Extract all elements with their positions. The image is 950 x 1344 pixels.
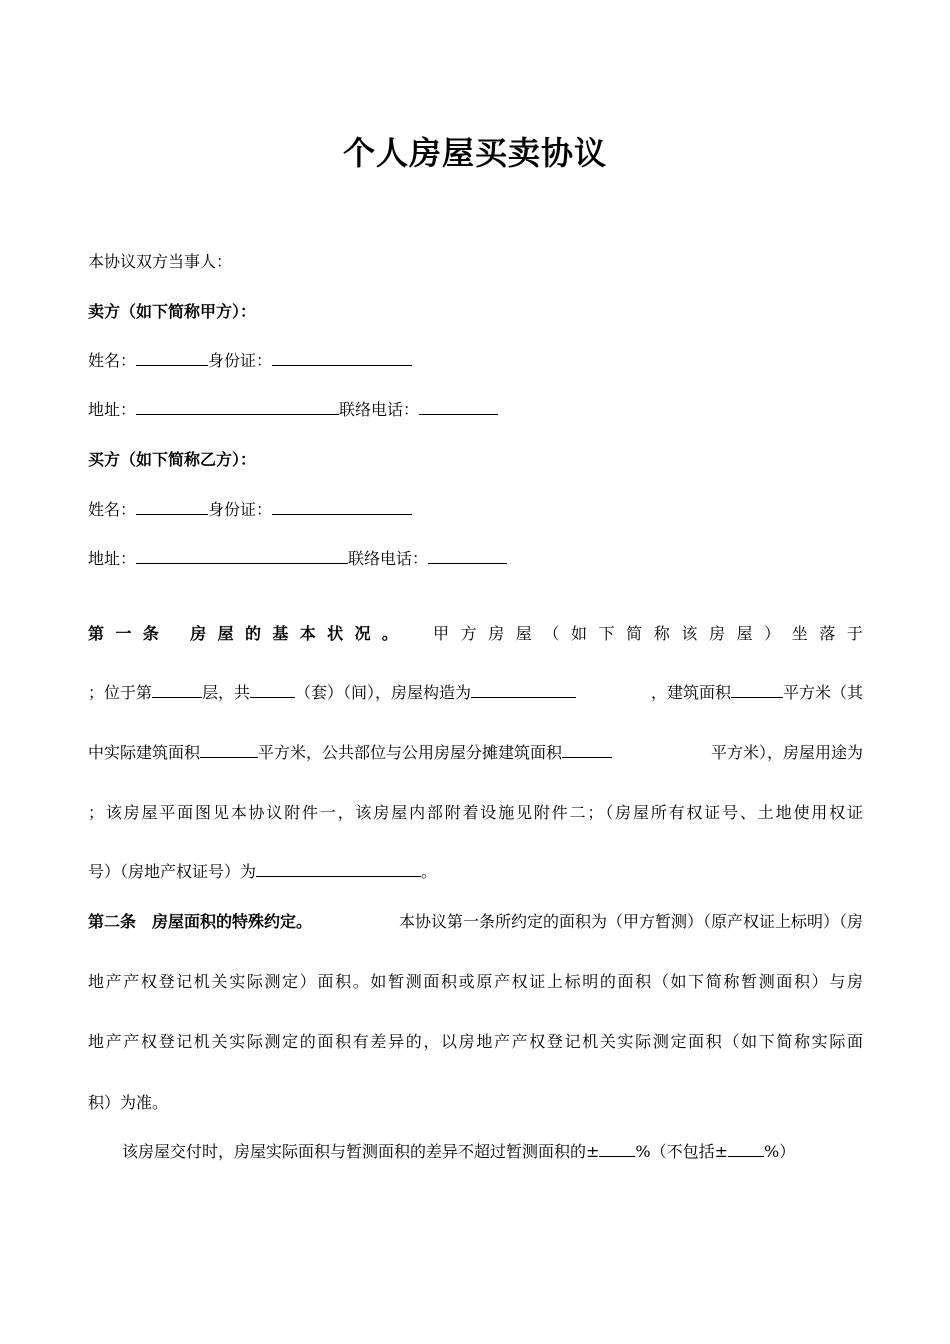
text-segment: 层，共 bbox=[202, 683, 251, 702]
article1-location-text bbox=[433, 623, 863, 645]
text-char: 屋 bbox=[736, 624, 753, 643]
text-segment: 平方米），房屋用途为 bbox=[710, 743, 863, 762]
buyer-address-row bbox=[88, 548, 507, 570]
buyer-name-row bbox=[88, 499, 412, 521]
seller-address-row bbox=[88, 399, 498, 421]
seller-name-field[interactable] bbox=[136, 350, 208, 366]
text-char: 称 bbox=[653, 624, 670, 643]
intro-line: 本协议双方当事人： bbox=[88, 252, 233, 271]
document-title: 个人房屋买卖协议 bbox=[342, 134, 607, 172]
shared-area-field[interactable] bbox=[562, 742, 612, 758]
text-segment: 平方米，公共部位与公用房屋分摊建筑面积 bbox=[258, 743, 563, 762]
buyer-heading: 买方（如下简称乙方）： bbox=[88, 450, 257, 469]
buyer-name-field[interactable] bbox=[136, 499, 208, 515]
seller-address-label: 地址： bbox=[88, 400, 137, 419]
article2-text: 本协议第一条所约定的面积为（甲方暂测）（原产权证上标明）（房 bbox=[398, 912, 863, 931]
article1-line-4: ；该房屋平面图见本协议附件一，该房屋内部附着设施见附件二；（房屋所有权证号、土地使用权证 bbox=[88, 803, 863, 822]
seller-name-row bbox=[88, 350, 412, 372]
text-char: 下 bbox=[598, 624, 615, 643]
structure-field[interactable] bbox=[471, 682, 576, 698]
text-char: （ bbox=[543, 624, 560, 643]
heading-char: 况 bbox=[354, 624, 371, 643]
article2-line-2: 地产产权登记机关实际测定）面积。如暂测面积或原产权证上标明的面积（如下简称暂测面积）与房 bbox=[88, 972, 863, 991]
seller-name-label: 姓名： bbox=[88, 351, 137, 370]
text-segment: ，建筑面积 bbox=[650, 683, 731, 702]
text-segment: 该房屋交付时，房屋实际面积与暂测面积的差异不超过暂测面积的± bbox=[122, 1142, 600, 1161]
certificate-number-field[interactable] bbox=[256, 861, 421, 877]
article1-line-3 bbox=[88, 742, 863, 764]
heading-char: 本 bbox=[299, 624, 316, 643]
seller-heading: 卖方（如下简称甲方）： bbox=[88, 302, 257, 321]
text-char: 甲 bbox=[433, 624, 450, 643]
buyer-name-label: 姓名： bbox=[88, 500, 137, 519]
buyer-address-field[interactable] bbox=[136, 548, 348, 564]
text-char: 落 bbox=[819, 624, 836, 643]
buyer-address-label: 地址： bbox=[88, 549, 137, 568]
article2-line-1 bbox=[88, 911, 863, 933]
text-segment: 平方米（其 bbox=[782, 683, 863, 702]
text-char: 房 bbox=[488, 624, 505, 643]
text-char: 于 bbox=[846, 624, 863, 643]
text-char: 坐 bbox=[791, 624, 808, 643]
heading-char: 的 bbox=[244, 624, 261, 643]
heading-char: 房 bbox=[190, 624, 207, 643]
seller-phone-field[interactable] bbox=[419, 399, 498, 415]
article1-line-2 bbox=[88, 682, 863, 704]
text-char: 方 bbox=[460, 624, 477, 643]
text-char: 屋 bbox=[515, 624, 532, 643]
seller-address-field[interactable] bbox=[136, 399, 339, 415]
article2-line-3: 地产产权登记机关实际测定的面积有差异的，以房地产产权登记机关实际测定面积（如下简称实际面 bbox=[88, 1032, 863, 1051]
article1-first-line bbox=[88, 623, 863, 645]
text-segment: %（不包括± bbox=[635, 1142, 729, 1161]
seller-phone-label: 联络电话： bbox=[339, 400, 420, 419]
text-segment: 。 bbox=[421, 862, 438, 881]
actual-area-field[interactable] bbox=[200, 742, 258, 758]
seller-id-label: 身份证： bbox=[208, 351, 273, 370]
article2-paragraph-2 bbox=[122, 1141, 795, 1163]
article1-line-5 bbox=[88, 861, 437, 883]
article2-line-4: 积）为准。 bbox=[88, 1093, 169, 1112]
seller-id-field[interactable] bbox=[272, 350, 412, 366]
text-char: 如 bbox=[570, 624, 587, 643]
heading-char: 状 bbox=[327, 624, 344, 643]
heading-char: 基 bbox=[272, 624, 289, 643]
tolerance-exclusive-field[interactable] bbox=[728, 1141, 764, 1157]
text-segment: %） bbox=[764, 1142, 796, 1161]
buyer-id-label: 身份证： bbox=[208, 500, 273, 519]
building-area-field[interactable] bbox=[731, 682, 783, 698]
text-segment: （套）（间），房屋构造为 bbox=[295, 683, 472, 702]
text-segment: ；位于第 bbox=[88, 683, 153, 702]
heading-char: 一 bbox=[115, 624, 132, 643]
total-floors-field[interactable] bbox=[250, 682, 295, 698]
heading-char: 条 bbox=[142, 624, 159, 643]
article1-heading bbox=[88, 623, 398, 645]
text-char: 房 bbox=[708, 624, 725, 643]
text-char: ） bbox=[764, 624, 781, 643]
heading-char: 第 bbox=[88, 624, 105, 643]
buyer-id-field[interactable] bbox=[272, 499, 412, 515]
article2-heading: 第二条 房屋面积的特殊约定。 bbox=[88, 912, 313, 931]
text-char: 该 bbox=[681, 624, 698, 643]
text-segment: 号）（房地产权证号）为 bbox=[88, 862, 257, 881]
text-segment: 中实际建筑面积 bbox=[88, 743, 201, 762]
buyer-phone-label: 联络电话： bbox=[348, 549, 429, 568]
buyer-phone-field[interactable] bbox=[428, 548, 507, 564]
tolerance-field[interactable] bbox=[599, 1141, 635, 1157]
heading-char: 。 bbox=[381, 624, 398, 643]
floor-field[interactable] bbox=[152, 682, 202, 698]
text-char: 简 bbox=[626, 624, 643, 643]
heading-char: 屋 bbox=[217, 624, 234, 643]
